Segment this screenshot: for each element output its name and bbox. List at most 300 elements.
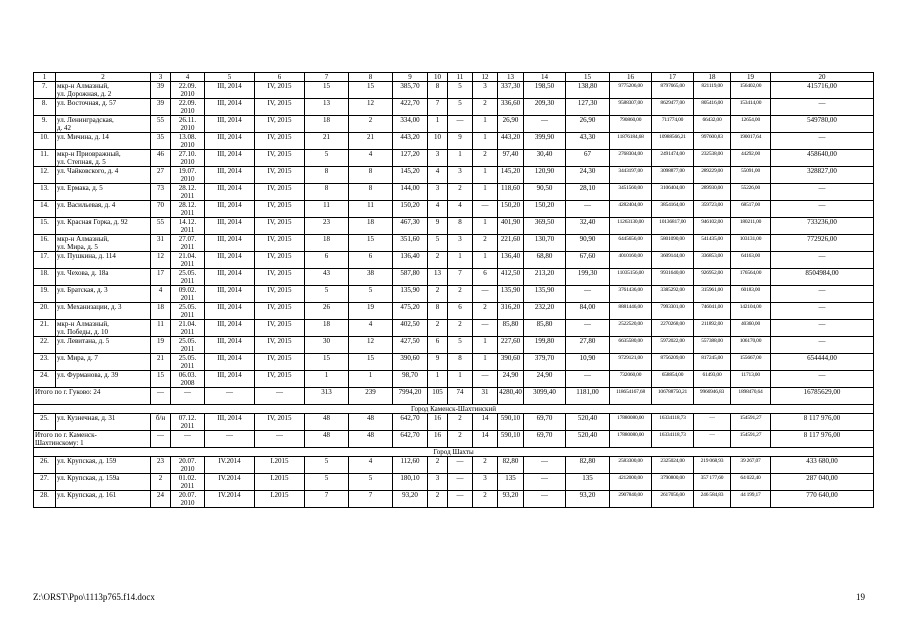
page-number: 19 xyxy=(856,592,865,602)
table-cell: ул. Ленинградская, д. 42 xyxy=(56,116,151,133)
table-cell: 150,20 xyxy=(524,201,566,218)
table-cell: I.2015 xyxy=(255,491,305,508)
table-cell: 14.12. 2011 xyxy=(171,218,205,235)
table-row xyxy=(34,235,874,252)
table-cell: — xyxy=(771,99,874,116)
table-cell: IV, 2015 xyxy=(255,133,305,150)
table-cell: 8504984,00 xyxy=(771,269,874,286)
table-cell: 2 xyxy=(428,457,448,474)
table-cell: 520,40 xyxy=(566,414,610,431)
table-cell: 17880080,00 xyxy=(610,431,652,448)
table-cell: — xyxy=(566,320,610,337)
table-cell: 40360,00 xyxy=(731,320,771,337)
table-cell: 60183,00 xyxy=(731,286,771,303)
table-row xyxy=(34,337,874,354)
table-cell: 415716,00 xyxy=(771,82,874,99)
table-cell: 770 640,00 xyxy=(771,491,874,508)
table-cell: 2 xyxy=(473,457,498,474)
table-cell: 136,40 xyxy=(393,252,428,269)
table-cell: 09.02. 2011 xyxy=(171,286,205,303)
table-cell: 28. xyxy=(34,491,56,508)
table-cell: 590,10 xyxy=(498,431,524,448)
table-cell: 10. xyxy=(34,133,56,150)
table-cell: 427,50 xyxy=(393,337,428,354)
table-cell: мкр-н Алмазный, ул. Победы, д. 10 xyxy=(56,320,151,337)
table-cell: 176564,00 xyxy=(731,269,771,286)
table-cell: 18 xyxy=(305,116,349,133)
table-cell: 336,60 xyxy=(498,99,524,116)
table-cell: 10988566,21 xyxy=(652,133,694,150)
table-cell: ул. Крупская, д. 159 xyxy=(56,457,151,474)
table-cell: 3 xyxy=(428,184,448,201)
table-cell: 98,70 xyxy=(393,371,428,388)
table-cell: 2522520,00 xyxy=(610,320,652,337)
table-cell: 5 xyxy=(305,286,349,303)
table-cell: 144,00 xyxy=(393,184,428,201)
table-cell: 4 xyxy=(428,167,448,184)
table-row xyxy=(34,414,874,431)
table-cell: 106788750,21 xyxy=(652,388,694,405)
table-cell: — xyxy=(771,286,874,303)
table-cell: 5 xyxy=(448,99,473,116)
table-cell: мкр-н Приовражный, ул. Степная, д. 5 xyxy=(56,150,151,167)
table-cell: 11. xyxy=(34,150,56,167)
table-cell: 287 040,00 xyxy=(771,474,874,491)
table-cell: 2 xyxy=(428,252,448,269)
table-cell: 39 xyxy=(151,82,171,99)
column-number: 6 xyxy=(255,73,305,82)
table-cell: — xyxy=(171,388,205,405)
table-cell: 369,50 xyxy=(524,218,566,235)
table-cell: 27.10. 2010 xyxy=(171,150,205,167)
table-cell: 180211,00 xyxy=(731,218,771,235)
table-cell: 2270268,00 xyxy=(652,320,694,337)
table-cell: 82,80 xyxy=(498,457,524,474)
table-cell: 150,20 xyxy=(393,201,428,218)
table-cell: 127,30 xyxy=(566,99,610,116)
table-cell: 1 xyxy=(448,252,473,269)
table-cell: — xyxy=(448,491,473,508)
table-cell: 55 xyxy=(151,218,171,235)
table-cell: — xyxy=(566,286,610,303)
table-cell: 1898470,64 xyxy=(731,388,771,405)
table-cell: 135 xyxy=(566,474,610,491)
table-cell: — xyxy=(448,116,473,133)
table-cell: 44 199,17 xyxy=(731,491,771,508)
table-cell: 138,80 xyxy=(566,82,610,99)
table-cell: 746041,00 xyxy=(694,303,731,320)
table-cell: 8 117 976,00 xyxy=(771,431,874,448)
table-cell: 17880080,00 xyxy=(610,414,652,431)
table-cell: — xyxy=(473,201,498,218)
table-cell: 118,60 xyxy=(498,184,524,201)
table-cell: 232538,00 xyxy=(694,150,731,167)
table-cell: 1 xyxy=(448,371,473,388)
table-cell: 2 xyxy=(151,474,171,491)
table-cell: IV, 2015 xyxy=(255,337,305,354)
table-cell: 21 xyxy=(349,133,393,150)
table-cell: 135 xyxy=(498,474,524,491)
table-cell: 27,80 xyxy=(566,337,610,354)
table-cell: 103131,00 xyxy=(731,235,771,252)
table-cell: — xyxy=(524,474,566,491)
table-cell: 211892,00 xyxy=(694,320,731,337)
column-number: 13 xyxy=(498,73,524,82)
table-cell: 39 267,07 xyxy=(731,457,771,474)
table-cell: ул. Кузнечная, д. 31 xyxy=(56,414,151,431)
table-cell: 06.03. 2008 xyxy=(171,371,205,388)
table-cell: 145,20 xyxy=(393,167,428,184)
table-cell: 16 xyxy=(428,431,448,448)
table-row xyxy=(34,116,874,133)
table-cell: — xyxy=(205,431,255,448)
table-cell: — xyxy=(171,431,205,448)
table-cell: III, 2014 xyxy=(205,184,255,201)
table-cell: 4280,40 xyxy=(498,388,524,405)
table-cell: 26.11. 2010 xyxy=(171,116,205,133)
table-cell: 68517,00 xyxy=(731,201,771,218)
table-cell: ул. Крупская, д. 159а xyxy=(56,474,151,491)
table-cell: 84,00 xyxy=(566,303,610,320)
table-cell: 14. xyxy=(34,201,56,218)
table-cell: 520,40 xyxy=(566,431,610,448)
table-cell: 8. xyxy=(34,99,56,116)
table-cell: 5 xyxy=(349,474,393,491)
table-cell: — xyxy=(771,252,874,269)
table-cell: — xyxy=(524,457,566,474)
table-cell: 20.07. 2010 xyxy=(171,457,205,474)
table-cell: 1 xyxy=(448,150,473,167)
table-cell: 21. xyxy=(34,320,56,337)
table-cell: III, 2014 xyxy=(205,320,255,337)
table-cell: 9 xyxy=(428,218,448,235)
table-cell: 7. xyxy=(34,82,56,99)
table-cell: 8 xyxy=(428,303,448,320)
table-cell: 23. xyxy=(34,354,56,371)
table-cell: 3 xyxy=(428,150,448,167)
table-cell: 654444,00 xyxy=(771,354,874,371)
table-cell: 821119,00 xyxy=(694,82,731,99)
table-cell: III, 2014 xyxy=(205,269,255,286)
table-cell: 27 xyxy=(151,167,171,184)
table-cell: 106170,00 xyxy=(731,337,771,354)
table-cell: 145,20 xyxy=(498,167,524,184)
table-cell: 01.02. 2011 xyxy=(171,474,205,491)
table-cell: 5972022,00 xyxy=(652,337,694,354)
table-cell: 22.09. 2010 xyxy=(171,99,205,116)
table-cell: 9775206,00 xyxy=(610,82,652,99)
table-cell: 120,90 xyxy=(524,167,566,184)
table-row xyxy=(34,286,874,303)
table-cell: — xyxy=(771,184,874,201)
table-cell: 13. xyxy=(34,184,56,201)
table-cell: 21.04. 2011 xyxy=(171,320,205,337)
table-cell: 4282404,00 xyxy=(610,201,652,218)
table-cell: 5 xyxy=(349,286,393,303)
table-cell: 7 xyxy=(428,99,448,116)
table-cell: 9966946,83 xyxy=(694,388,731,405)
table-cell: 190017,64 xyxy=(731,133,771,150)
table-cell: 805416,00 xyxy=(694,99,731,116)
column-number: 11 xyxy=(448,73,473,82)
table-cell: 732060,00 xyxy=(610,371,652,388)
table-cell: 46 xyxy=(151,150,171,167)
table-cell: 15 xyxy=(305,354,349,371)
table-cell: 359723,00 xyxy=(694,201,731,218)
table-cell: IV, 2015 xyxy=(255,150,305,167)
table-cell: IV, 2015 xyxy=(255,414,305,431)
table-cell: 3 xyxy=(473,474,498,491)
table-row xyxy=(34,82,874,99)
table-cell: 199,30 xyxy=(566,269,610,286)
table-cell: 3443197,00 xyxy=(610,167,652,184)
total-label: Итого по г. Каменск- Шахтинскому: 1 xyxy=(34,431,151,448)
table-cell: 2 xyxy=(448,286,473,303)
column-number: 10 xyxy=(428,73,448,82)
table-cell: 19.07. 2010 xyxy=(171,167,205,184)
table-cell: 25.05. 2011 xyxy=(171,337,205,354)
table-row xyxy=(34,201,874,218)
table-cell: 357 177,60 xyxy=(694,474,731,491)
table-row xyxy=(34,269,874,286)
table-cell: 43,30 xyxy=(566,133,610,150)
table-cell: 2 xyxy=(473,235,498,252)
table-cell: 150,20 xyxy=(498,201,524,218)
table-cell: 3854164,00 xyxy=(652,201,694,218)
table-cell: 12654,00 xyxy=(731,116,771,133)
table-cell: 658854,00 xyxy=(652,371,694,388)
table-cell: 1 xyxy=(428,116,448,133)
table-cell: 18 xyxy=(349,218,393,235)
table-cell: III, 2014 xyxy=(205,354,255,371)
section-row xyxy=(34,405,874,414)
table-cell: 467,30 xyxy=(393,218,428,235)
table-cell: б/н xyxy=(151,414,171,431)
table-cell: 2583300,00 xyxy=(610,457,652,474)
table-cell: 443,20 xyxy=(393,133,428,150)
table-cell: 10 xyxy=(428,133,448,150)
table-row xyxy=(34,99,874,116)
table-cell: 31 xyxy=(473,388,498,405)
table-cell: 22. xyxy=(34,337,56,354)
table-cell: 790860,00 xyxy=(610,116,652,133)
table-cell: 9931640,00 xyxy=(652,269,694,286)
table-cell: 351,60 xyxy=(393,235,428,252)
table-cell: IV, 2015 xyxy=(255,201,305,218)
table-cell: 5801090,00 xyxy=(652,235,694,252)
table-cell: 334,00 xyxy=(393,116,428,133)
table-cell: 239 xyxy=(349,388,393,405)
table-cell: — xyxy=(255,388,305,405)
column-number: 18 xyxy=(694,73,731,82)
table-cell: 7993301,00 xyxy=(652,303,694,320)
table-cell: ул. Красная Горка, д. 92 xyxy=(56,218,151,235)
table-cell: 379,70 xyxy=(524,354,566,371)
table-cell: 85,80 xyxy=(498,320,524,337)
table-cell: 3106404,00 xyxy=(652,184,694,201)
table-row xyxy=(34,303,874,320)
table-cell: — xyxy=(524,491,566,508)
table-cell: 30 xyxy=(305,337,349,354)
table-cell: 6 xyxy=(473,269,498,286)
table-cell: 68,80 xyxy=(524,252,566,269)
table-cell: 9729121,00 xyxy=(610,354,652,371)
table-cell: 4 xyxy=(349,320,393,337)
table-cell: 6635580,00 xyxy=(610,337,652,354)
table-cell: 8 xyxy=(448,354,473,371)
table-cell: 11 xyxy=(305,201,349,218)
table-cell: 3761436,00 xyxy=(610,286,652,303)
table-cell: ул. Механизации, д. 3 xyxy=(56,303,151,320)
table-cell: 1181,00 xyxy=(566,388,610,405)
table-cell: — xyxy=(566,201,610,218)
table-cell: III, 2014 xyxy=(205,133,255,150)
table-cell: III, 2014 xyxy=(205,235,255,252)
table-cell: 21 xyxy=(305,133,349,150)
table-cell: 475,20 xyxy=(393,303,428,320)
column-number: 9 xyxy=(393,73,428,82)
table-cell: 3385292,00 xyxy=(652,286,694,303)
table-cell: 3 xyxy=(428,474,448,491)
table-cell: IV, 2015 xyxy=(255,286,305,303)
table-cell: ул. Чехова, д. 18а xyxy=(56,269,151,286)
table-cell: 316,20 xyxy=(498,303,524,320)
table-cell: — xyxy=(694,414,731,431)
table-cell: 2 xyxy=(473,303,498,320)
table-row xyxy=(34,252,874,269)
table-cell: — xyxy=(771,371,874,388)
table-row xyxy=(34,167,874,184)
table-cell: 3099,40 xyxy=(524,388,566,405)
table-cell: 31 xyxy=(151,235,171,252)
table-cell: 6445656,00 xyxy=(610,235,652,252)
table-cell: 711774,00 xyxy=(652,116,694,133)
table-cell: 8881446,00 xyxy=(610,303,652,320)
table-cell: 90,90 xyxy=(566,235,610,252)
table-row xyxy=(34,457,874,474)
table-cell: 154591,27 xyxy=(731,431,771,448)
table-cell: 135,90 xyxy=(393,286,428,303)
document-path: Z:\ORST\Ppo\1113p765.f14.docx xyxy=(33,592,155,602)
table-row xyxy=(34,371,874,388)
table-cell: 26. xyxy=(34,457,56,474)
table-cell: 135,90 xyxy=(498,286,524,303)
column-number: 4 xyxy=(171,73,205,82)
table-cell: 48 xyxy=(349,431,393,448)
table-cell: 18. xyxy=(34,269,56,286)
table-cell: — xyxy=(448,474,473,491)
table-cell: 4 xyxy=(349,457,393,474)
table-cell: 12. xyxy=(34,167,56,184)
table-cell: 16. xyxy=(34,235,56,252)
table-cell: IV, 2015 xyxy=(255,167,305,184)
table-cell: 67,60 xyxy=(566,252,610,269)
table-cell: 5 xyxy=(448,82,473,99)
total-label: Итого по г. Гуково: 24 xyxy=(34,388,151,405)
table-row xyxy=(34,320,874,337)
table-cell: 23 xyxy=(305,218,349,235)
table-cell: 11713,00 xyxy=(731,371,771,388)
table-cell: 10136817,00 xyxy=(652,218,694,235)
total-row xyxy=(34,388,874,405)
table-cell: — xyxy=(448,457,473,474)
table-cell: IV, 2015 xyxy=(255,269,305,286)
table-cell: ул. Мира, д. 7 xyxy=(56,354,151,371)
table-cell: 219 068,93 xyxy=(694,457,731,474)
table-cell: 85,80 xyxy=(524,320,566,337)
table-cell: 13.08. 2010 xyxy=(171,133,205,150)
table-cell: III, 2014 xyxy=(205,252,255,269)
table-cell: IV, 2015 xyxy=(255,354,305,371)
column-number: 7 xyxy=(305,73,349,82)
section-title: Город Каменск-Шахтинский xyxy=(34,405,874,414)
table-cell: 8 xyxy=(349,184,393,201)
table-cell: 1 xyxy=(428,371,448,388)
register-table xyxy=(33,72,874,508)
table-cell: 926952,00 xyxy=(694,269,731,286)
table-cell: 27. xyxy=(34,474,56,491)
table-cell: IV.2014 xyxy=(205,474,255,491)
table-cell: III, 2014 xyxy=(205,201,255,218)
table-cell: 2768304,00 xyxy=(610,150,652,167)
table-cell: 557388,00 xyxy=(694,337,731,354)
table-cell: IV, 2015 xyxy=(255,218,305,235)
table-cell: 25.05. 2011 xyxy=(171,354,205,371)
column-number: 17 xyxy=(652,73,694,82)
table-cell: 30,40 xyxy=(524,150,566,167)
table-cell: 7994,20 xyxy=(393,388,428,405)
table-cell: — xyxy=(771,320,874,337)
column-number: 5 xyxy=(205,73,255,82)
table-cell: 93,20 xyxy=(498,491,524,508)
table-cell: 6 xyxy=(448,303,473,320)
table-cell: 337,30 xyxy=(498,82,524,99)
table-cell: IV.2014 xyxy=(205,457,255,474)
section-row xyxy=(34,448,874,457)
table-cell: 733236,00 xyxy=(771,218,874,235)
table-cell: IV, 2015 xyxy=(255,82,305,99)
table-cell: 22.09. 2010 xyxy=(171,82,205,99)
table-cell: 17. xyxy=(34,252,56,269)
table-cell: 8 xyxy=(305,167,349,184)
table-cell: 541435,00 xyxy=(694,235,731,252)
table-cell: 13 xyxy=(428,269,448,286)
table-cell: 3098877,00 xyxy=(652,167,694,184)
table-cell: 2 xyxy=(448,184,473,201)
table-cell: 4010160,00 xyxy=(610,252,652,269)
table-cell: 39 xyxy=(151,99,171,116)
table-cell: 2 xyxy=(349,116,393,133)
table-cell: 8629477,00 xyxy=(652,99,694,116)
table-cell: 817245,00 xyxy=(694,354,731,371)
table-cell: 587,80 xyxy=(393,269,428,286)
table-cell: 2 xyxy=(473,99,498,116)
table-cell: 2 xyxy=(448,320,473,337)
table-cell: I.2015 xyxy=(255,474,305,491)
table-cell: 5 xyxy=(305,457,349,474)
table-cell: 4 xyxy=(151,286,171,303)
table-cell: 118654167,68 xyxy=(610,388,652,405)
table-cell: III, 2014 xyxy=(205,218,255,235)
table-cell: — xyxy=(151,431,171,448)
table-cell: 28.12. 2011 xyxy=(171,184,205,201)
table-cell: 16 xyxy=(428,414,448,431)
table-cell: 66432,00 xyxy=(694,116,731,133)
table-cell: 3790800,00 xyxy=(652,474,694,491)
table-cell: 48 xyxy=(349,414,393,431)
table-cell: 422,70 xyxy=(393,99,428,116)
table-cell: 16785629,00 xyxy=(771,388,874,405)
